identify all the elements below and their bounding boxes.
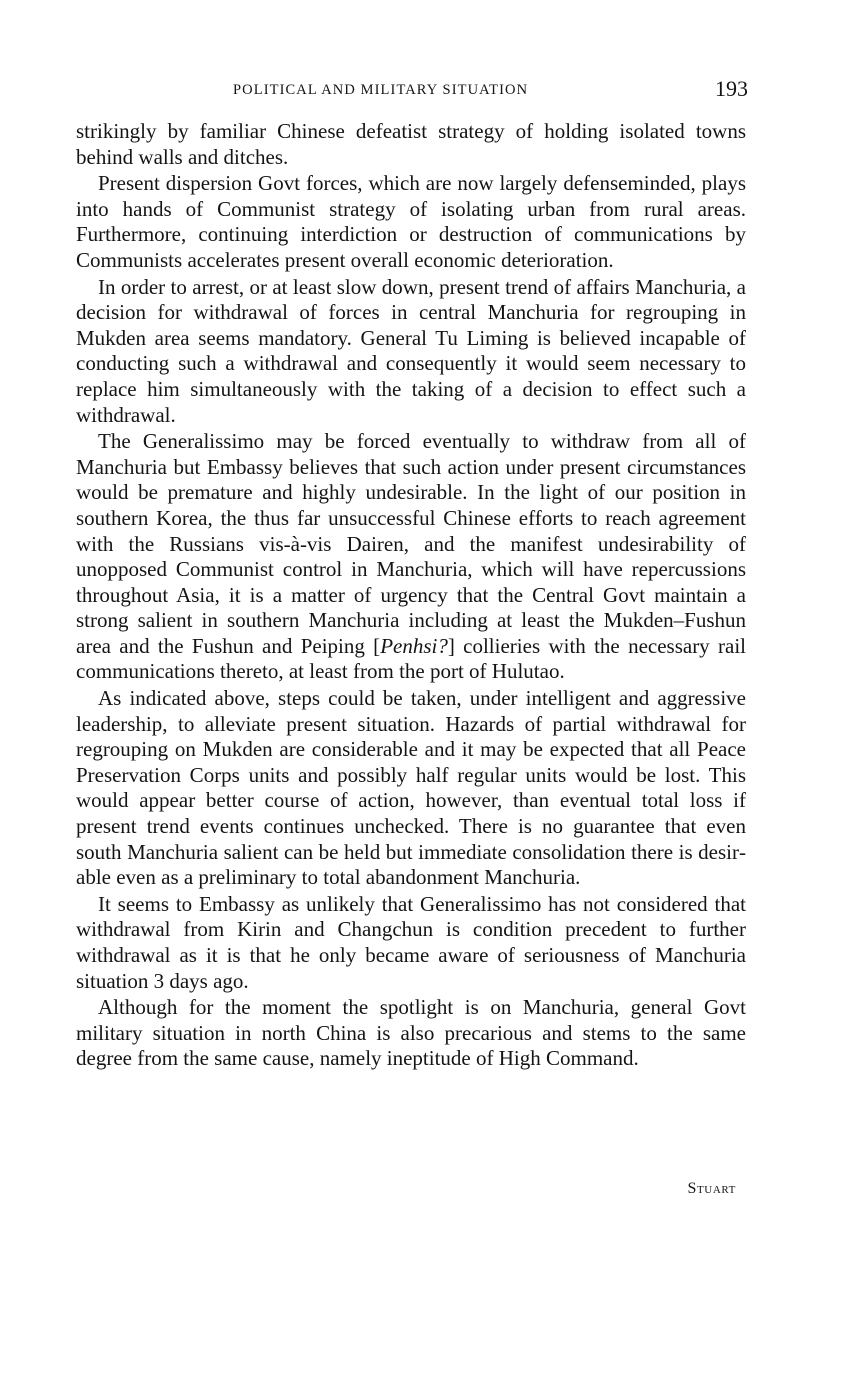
page-number: 193 xyxy=(715,76,748,101)
paragraph-dispersion: Present dispersion Govt forces, which are now largely defenseminded, plays into hands of Communist strategy of isolating urban from rural areas. Furthermore, continuing interdiction or destruction of communications by Communists accelerates present overall economic deterioration. xyxy=(76,171,746,272)
paragraph-embassy-view: It seems to Embassy as unlikely that Generalissimo has not considered that withdrawal from Kirin and Changchun is condition precedent to further withdrawal as it is that he only became aware of seriousness of Manchuria situation 3 days ago. xyxy=(76,891,746,993)
paragraph-generalissimo: The Generalissimo may be forced eventually to withdraw from all of Manchuria but Embassy believes that such action under present circumstances would be premature and highly undesirable. In the light of our position in southern Korea, the thus far unsuccessful Chinese efforts to reach agreement with the Russians vis-à-vis Dairen, and the manifest undesirability of unopposed Communist control in Manchuria, which will have repercussions throughout Asia, it is a matter of urgency that the Central Govt maintain a strong salient in southern Manchuria including at least the Mukden–Fushun area and the Fushun and Peiping [Penhsi?] collieries with the necessary rail communications thereto, at least from the port of Hulutao. xyxy=(76,429,746,684)
paragraph-continued: strikingly by familiar Chinese defeatist strategy of holding isolated towns behind walls and ditches. xyxy=(76,119,746,169)
paragraph-steps: As indicated above, steps could be taken, under intelligent and aggressive leadership, to alleviate present situation. Hazards of partial withdrawal for regrouping on Mukden are considerable and it may be expected that all Peace Preservation Corps units and possibly half regular units would be lost. This would appear better course of action, however, than eventual total loss if present trend events continues unchecked. There is no guarantee that even south Manchuria salient can be held but immediate consolidation there is desirable even as a preliminary to total abandonment Manchuria. xyxy=(76,686,746,890)
body-text xyxy=(76,119,746,1072)
paragraph-north-china: Although for the moment the spotlight is on Manchuria, general Govt military situation in north China is also precarious and stems to the same degree from the same cause, namely ineptitude of High Command. xyxy=(76,995,746,1071)
running-head xyxy=(76,78,748,102)
paragraph-withdrawal-decision: In order to arrest, or at least slow down, present trend of affairs Manchuria, a decision for withdrawal of forces in central Manchuria for regrouping in Mukden area seems mandatory. General Tu Liming is believed incapable of conducting such a withdrawal and consequently it would seem necessary to replace him simultaneously with the taking of a decision to effect such a withdrawal. xyxy=(76,274,746,427)
editorial-insertion: Penhsi? xyxy=(380,633,448,658)
running-title: POLITICAL AND MILITARY SITUATION xyxy=(233,82,529,98)
signature: Stuart xyxy=(687,1180,736,1197)
